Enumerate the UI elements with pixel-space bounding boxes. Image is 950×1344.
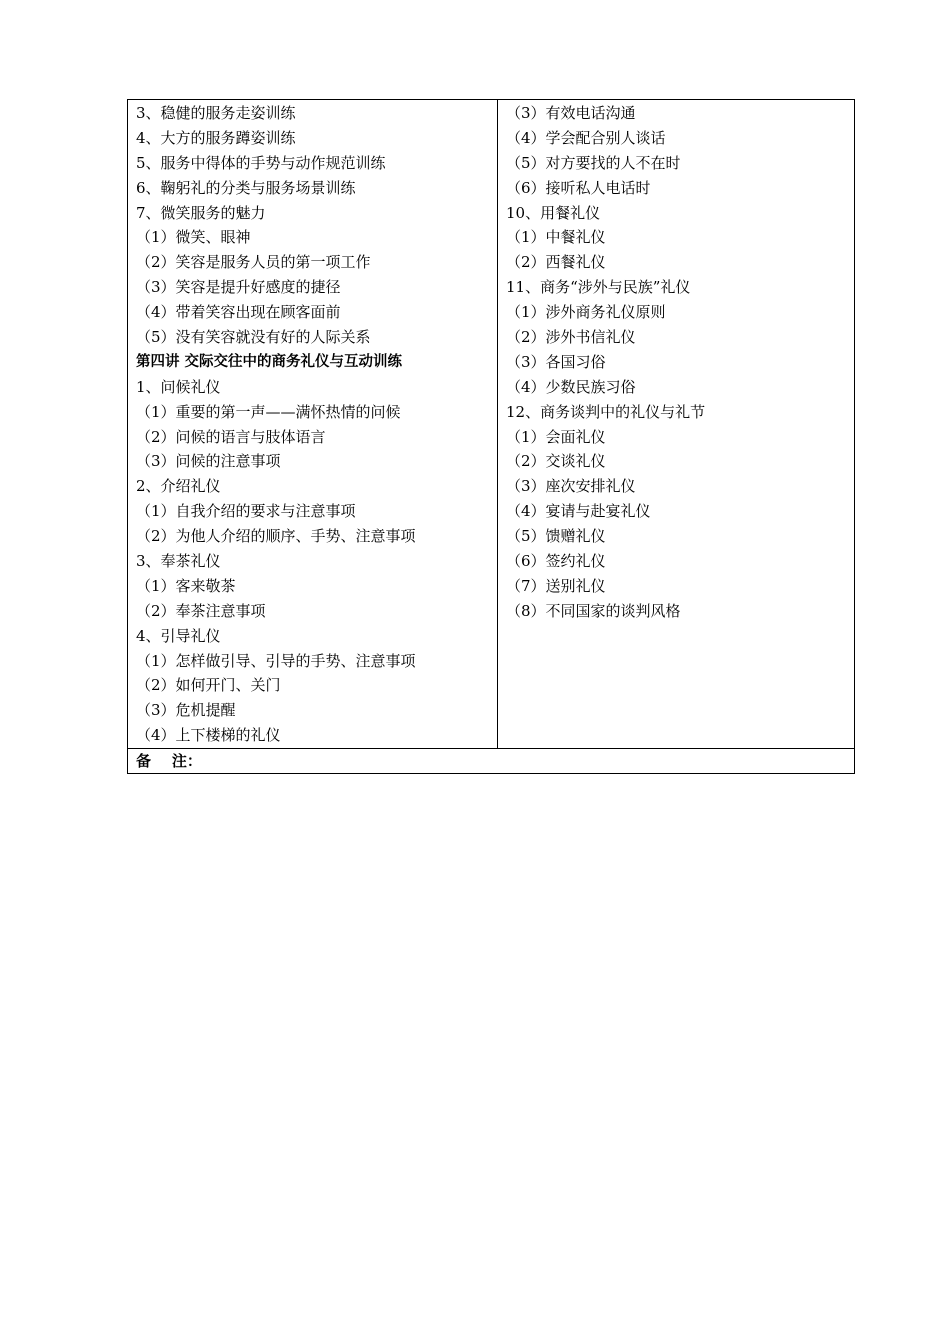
outline-line-left: 3、奉茶礼仪 xyxy=(136,552,221,571)
outline-line-left: （5）没有笑容就没有好的人际关系 xyxy=(136,328,371,347)
outline-line-right: （4）少数民族习俗 xyxy=(506,377,636,396)
outline-line-left: 第四讲 交际交往中的商务礼仪与互动训练 xyxy=(136,353,403,370)
outline-line-right: （2）交谈礼仪 xyxy=(506,452,606,471)
right-column-content xyxy=(498,100,854,624)
outline-line-left: 4、大方的服务蹲姿训练 xyxy=(136,128,296,147)
outline-line-right: （3）有效电话沟通 xyxy=(506,104,636,122)
outline-line-left: （1）怎样做引导、引导的手势、注意事项 xyxy=(136,651,416,670)
outline-line-right: （2）西餐礼仪 xyxy=(506,253,606,272)
outline-line-right: （4）宴请与赴宴礼仪 xyxy=(506,502,651,521)
outline-line-right: 10、用餐礼仪 xyxy=(506,203,601,222)
outline-line-left: （1）重要的第一声——满怀热情的问候 xyxy=(136,402,401,421)
outline-line-right: （5）对方要找的人不在时 xyxy=(506,153,681,172)
outline-line-left: （2）问候的语言与肢体语言 xyxy=(136,427,326,446)
outline-line-right: （2）涉外书信礼仪 xyxy=(506,328,636,347)
notes-cell xyxy=(128,749,855,774)
outline-line-left: （1）微笑、眼神 xyxy=(136,228,251,247)
right-column-cell xyxy=(498,100,855,749)
outline-line-right: （3）座次安排礼仪 xyxy=(506,477,636,496)
outline-line-right: （1）涉外商务礼仪原则 xyxy=(506,303,666,322)
outline-line-right: 11、商务“涉外与民族”礼仪 xyxy=(506,278,691,297)
outline-line-left: （1）客来敬茶 xyxy=(136,576,236,595)
outline-line-right: （5）馈赠礼仪 xyxy=(506,527,606,546)
outline-line-left: （2）如何开门、关门 xyxy=(136,676,281,695)
outline-line-right: （6）接听私人电话时 xyxy=(506,178,651,197)
outline-line-right: （8）不同国家的谈判风格 xyxy=(506,601,681,620)
outline-line-left: （4）上下楼梯的礼仪 xyxy=(136,726,281,745)
outline-line-right: （6）签约礼仪 xyxy=(506,552,606,571)
outline-line-left: 6、鞠躬礼的分类与服务场景训练 xyxy=(136,178,356,197)
left-column-cell xyxy=(128,100,498,749)
outline-line-left: （2）为他人介绍的顺序、手势、注意事项 xyxy=(136,527,416,546)
outline-line-left: （3）危机提醒 xyxy=(136,701,236,720)
course-outline-table xyxy=(127,99,855,774)
notes-row xyxy=(128,749,855,774)
outline-line-left: 3、稳健的服务走姿训练 xyxy=(136,104,296,122)
left-column-content xyxy=(128,100,497,748)
outline-line-left: （4）带着笑容出现在顾客面前 xyxy=(136,303,341,322)
outline-line-left: 5、服务中得体的手势与动作规范训练 xyxy=(136,153,386,172)
outline-line-left: 2、介绍礼仪 xyxy=(136,477,221,496)
outline-line-left: 7、微笑服务的魅力 xyxy=(136,203,266,222)
outline-line-left: （2）笑容是服务人员的第一项工作 xyxy=(136,253,371,272)
outline-line-left: （3）问候的注意事项 xyxy=(136,452,281,471)
notes-label: 备 注： xyxy=(136,752,202,771)
outline-line-left: 1、问候礼仪 xyxy=(136,377,221,396)
outline-line-right: （3）各国习俗 xyxy=(506,352,606,371)
outline-line-left: （2）奉茶注意事项 xyxy=(136,601,266,620)
outline-line-left: （1）自我介绍的要求与注意事项 xyxy=(136,502,356,521)
content-row xyxy=(128,100,855,749)
outline-line-right: （7）送别礼仪 xyxy=(506,576,606,595)
outline-line-left: （3）笑容是提升好感度的捷径 xyxy=(136,278,341,297)
outline-line-right: 12、商务谈判中的礼仪与礼节 xyxy=(506,402,706,421)
outline-line-left: 4、引导礼仪 xyxy=(136,626,221,645)
outline-line-right: （1）会面礼仪 xyxy=(506,427,606,446)
outline-line-right: （4）学会配合别人谈话 xyxy=(506,128,666,147)
outline-line-right: （1）中餐礼仪 xyxy=(506,228,606,247)
